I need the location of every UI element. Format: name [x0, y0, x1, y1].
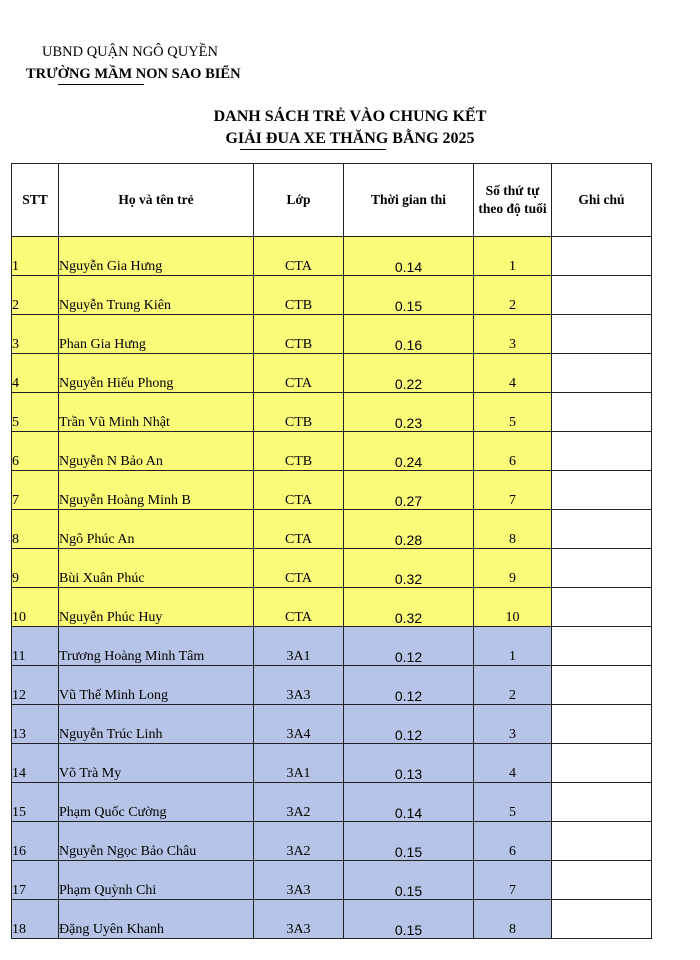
header-stt: STT — [12, 164, 59, 237]
cell-name: Vũ Thế Minh Long — [59, 666, 254, 705]
cell-note — [552, 861, 652, 900]
cell-time: 0.15 — [344, 900, 474, 939]
cell-name: Phan Gia Hưng — [59, 315, 254, 354]
cell-time: 0.15 — [344, 276, 474, 315]
table-row — [12, 510, 652, 549]
cell-class: CTB — [254, 432, 344, 471]
cell-class: CTA — [254, 471, 344, 510]
cell-time: 0.12 — [344, 627, 474, 666]
cell-note — [552, 393, 652, 432]
table-row — [12, 744, 652, 783]
table-row — [12, 393, 652, 432]
school-name: TRƯỜNG MẦM NON SAO BIỂN — [26, 66, 241, 82]
cell-name: Trần Vũ Minh Nhật — [59, 393, 254, 432]
cell-time: 0.27 — [344, 471, 474, 510]
cell-class: CTB — [254, 276, 344, 315]
cell-time: 0.12 — [344, 666, 474, 705]
table-row — [12, 276, 652, 315]
cell-time: 0.15 — [344, 861, 474, 900]
cell-class: CTB — [254, 315, 344, 354]
cell-rank: 8 — [474, 510, 552, 549]
cell-name: Nguyễn Hoàng Minh B — [59, 471, 254, 510]
cell-note — [552, 354, 652, 393]
table-row — [12, 705, 652, 744]
header-note: Ghi chú — [552, 164, 652, 237]
cell-stt: 4 — [12, 354, 59, 393]
cell-class: CTA — [254, 510, 344, 549]
cell-name: Đặng Uyên Khanh — [59, 900, 254, 939]
table-row — [12, 549, 652, 588]
table-row — [12, 900, 652, 939]
cell-class: 3A3 — [254, 900, 344, 939]
cell-note — [552, 510, 652, 549]
cell-name: Nguyễn Trúc Linh — [59, 705, 254, 744]
cell-rank: 5 — [474, 393, 552, 432]
cell-rank: 10 — [474, 588, 552, 627]
header-name: Họ và tên trẻ — [59, 164, 254, 237]
cell-stt: 15 — [12, 783, 59, 822]
cell-time: 0.14 — [344, 237, 474, 276]
cell-name: Ngô Phúc An — [59, 510, 254, 549]
cell-time: 0.15 — [344, 822, 474, 861]
cell-note — [552, 900, 652, 939]
cell-name: Phạm Quỳnh Chi — [59, 861, 254, 900]
cell-time: 0.24 — [344, 432, 474, 471]
table-row — [12, 627, 652, 666]
cell-class: CTA — [254, 237, 344, 276]
cell-time: 0.28 — [344, 510, 474, 549]
cell-time: 0.23 — [344, 393, 474, 432]
cell-rank: 3 — [474, 315, 552, 354]
cell-class: CTA — [254, 354, 344, 393]
cell-rank: 9 — [474, 549, 552, 588]
subtitle-underline — [240, 149, 386, 150]
cell-note — [552, 549, 652, 588]
table-row — [12, 666, 652, 705]
cell-stt: 5 — [12, 393, 59, 432]
cell-name: Võ Trà My — [59, 744, 254, 783]
cell-class: 3A3 — [254, 666, 344, 705]
cell-rank: 2 — [474, 666, 552, 705]
cell-name: Nguyễn Trung Kiên — [59, 276, 254, 315]
table-row — [12, 861, 652, 900]
header-time: Thời gian thi — [344, 164, 474, 237]
organization-name: UBND QUẬN NGÔ QUYỀN — [42, 44, 219, 60]
cell-rank: 7 — [474, 471, 552, 510]
cell-time: 0.32 — [344, 588, 474, 627]
cell-class: 3A2 — [254, 822, 344, 861]
table-header-row — [12, 164, 652, 237]
table-body — [12, 237, 652, 939]
header-rank: Số thứ tự theo độ tuổi — [474, 164, 552, 237]
table-row — [12, 237, 652, 276]
document-title: DANH SÁCH TRẺ VÀO CHUNG KẾT — [213, 108, 487, 125]
cell-rank: 6 — [474, 432, 552, 471]
cell-rank: 4 — [474, 354, 552, 393]
cell-class: CTA — [254, 588, 344, 627]
table-row — [12, 588, 652, 627]
cell-class: 3A2 — [254, 783, 344, 822]
table-row — [12, 315, 652, 354]
cell-stt: 7 — [12, 471, 59, 510]
cell-rank: 8 — [474, 900, 552, 939]
cell-name: Phạm Quốc Cường — [59, 783, 254, 822]
cell-stt: 11 — [12, 627, 59, 666]
cell-note — [552, 783, 652, 822]
cell-note — [552, 705, 652, 744]
cell-time: 0.12 — [344, 705, 474, 744]
cell-class: CTA — [254, 549, 344, 588]
cell-stt: 14 — [12, 744, 59, 783]
cell-rank: 2 — [474, 276, 552, 315]
cell-rank: 1 — [474, 237, 552, 276]
cell-name: Nguyễn Phúc Huy — [59, 588, 254, 627]
finalist-table — [11, 163, 652, 939]
school-name-underline — [58, 84, 144, 85]
cell-name: Nguyễn N Bảo An — [59, 432, 254, 471]
cell-class: 3A1 — [254, 744, 344, 783]
cell-note — [552, 315, 652, 354]
cell-stt: 10 — [12, 588, 59, 627]
cell-name: Nguyễn Hiếu Phong — [59, 354, 254, 393]
cell-name: Trương Hoàng Minh Tâm — [59, 627, 254, 666]
cell-note — [552, 432, 652, 471]
cell-note — [552, 471, 652, 510]
cell-time: 0.13 — [344, 744, 474, 783]
cell-time: 0.32 — [344, 549, 474, 588]
table-row — [12, 783, 652, 822]
cell-note — [552, 276, 652, 315]
cell-note — [552, 822, 652, 861]
cell-rank: 7 — [474, 861, 552, 900]
cell-class: 3A4 — [254, 705, 344, 744]
cell-stt: 1 — [12, 237, 59, 276]
table-row — [12, 471, 652, 510]
cell-name: Bùi Xuân Phúc — [59, 549, 254, 588]
table-row — [12, 822, 652, 861]
table-row — [12, 432, 652, 471]
cell-stt: 13 — [12, 705, 59, 744]
cell-stt: 18 — [12, 900, 59, 939]
cell-name: Nguyễn Ngọc Bảo Châu — [59, 822, 254, 861]
cell-rank: 3 — [474, 705, 552, 744]
cell-note — [552, 588, 652, 627]
cell-stt: 17 — [12, 861, 59, 900]
cell-note — [552, 627, 652, 666]
table-row — [12, 354, 652, 393]
cell-stt: 8 — [12, 510, 59, 549]
cell-stt: 12 — [12, 666, 59, 705]
cell-note — [552, 744, 652, 783]
cell-stt: 2 — [12, 276, 59, 315]
cell-time: 0.14 — [344, 783, 474, 822]
cell-note — [552, 237, 652, 276]
cell-class: CTB — [254, 393, 344, 432]
cell-class: 3A1 — [254, 627, 344, 666]
cell-rank: 4 — [474, 744, 552, 783]
cell-note — [552, 666, 652, 705]
cell-name: Nguyễn Gia Hưng — [59, 237, 254, 276]
cell-stt: 6 — [12, 432, 59, 471]
document-subtitle: GIẢI ĐUA XE THĂNG BẰNG 2025 — [225, 130, 475, 147]
cell-rank: 5 — [474, 783, 552, 822]
cell-rank: 1 — [474, 627, 552, 666]
cell-stt: 16 — [12, 822, 59, 861]
header-class: Lớp — [254, 164, 344, 237]
cell-rank: 6 — [474, 822, 552, 861]
cell-time: 0.22 — [344, 354, 474, 393]
cell-class: 3A3 — [254, 861, 344, 900]
cell-stt: 9 — [12, 549, 59, 588]
cell-time: 0.16 — [344, 315, 474, 354]
cell-stt: 3 — [12, 315, 59, 354]
